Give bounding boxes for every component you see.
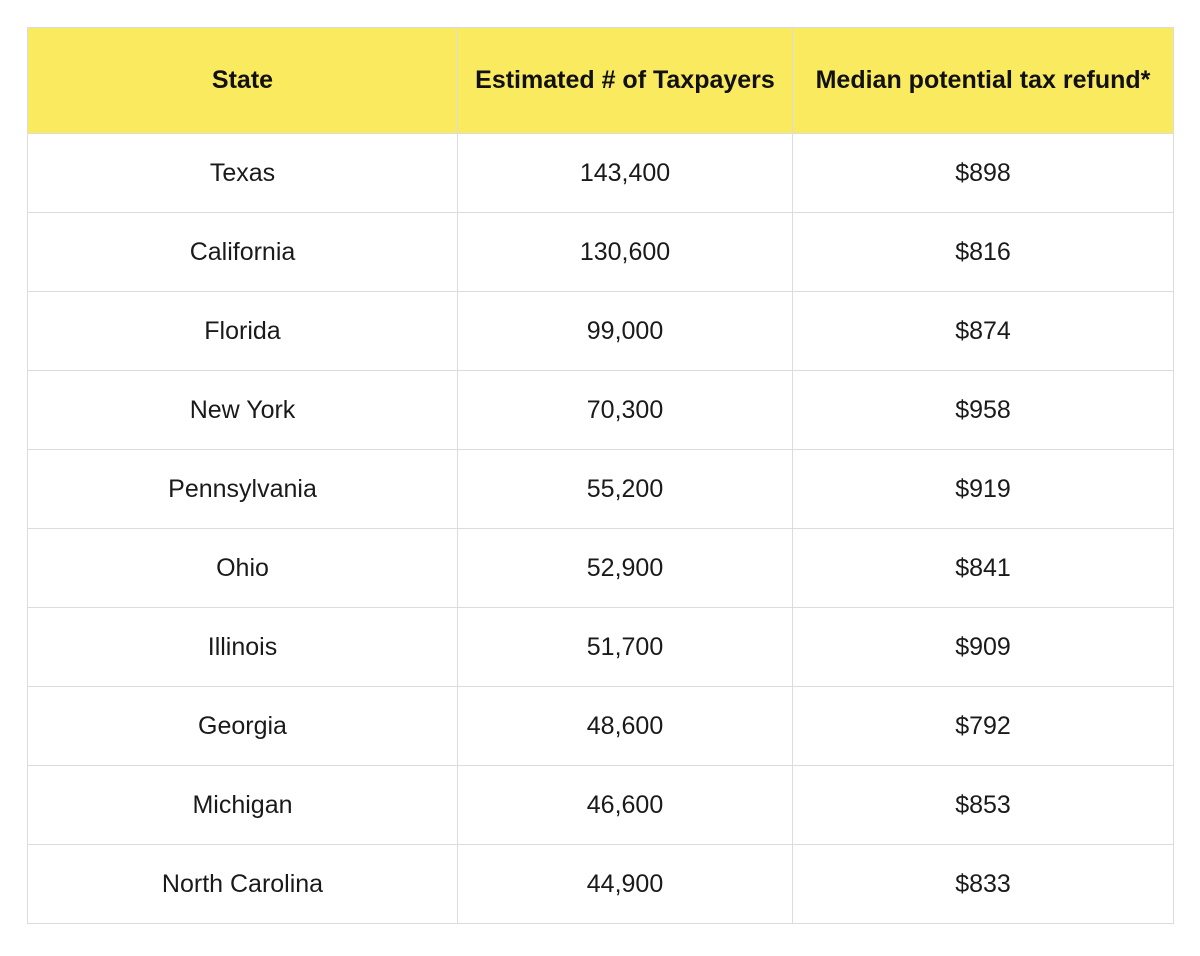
cell-taxpayers: 143,400 <box>458 134 793 213</box>
cell-state: Michigan <box>28 766 458 845</box>
cell-refund: $833 <box>793 845 1174 924</box>
cell-refund: $898 <box>793 134 1174 213</box>
cell-taxpayers: 55,200 <box>458 450 793 529</box>
table-header-row <box>28 28 1174 134</box>
cell-refund: $919 <box>793 450 1174 529</box>
cell-taxpayers: 44,900 <box>458 845 793 924</box>
cell-taxpayers: 99,000 <box>458 292 793 371</box>
cell-refund: $792 <box>793 687 1174 766</box>
table-row <box>28 529 1174 608</box>
cell-state: Georgia <box>28 687 458 766</box>
table-row <box>28 213 1174 292</box>
cell-refund: $958 <box>793 371 1174 450</box>
tax-refund-table <box>27 27 1174 924</box>
cell-taxpayers: 130,600 <box>458 213 793 292</box>
cell-state: Texas <box>28 134 458 213</box>
cell-state: California <box>28 213 458 292</box>
cell-refund: $841 <box>793 529 1174 608</box>
table-row <box>28 371 1174 450</box>
tax-refund-table-container <box>27 27 1173 924</box>
table-row <box>28 292 1174 371</box>
table-row <box>28 450 1174 529</box>
table-row <box>28 608 1174 687</box>
cell-state: New York <box>28 371 458 450</box>
table-header <box>28 28 1174 134</box>
table-row <box>28 134 1174 213</box>
cell-state: North Carolina <box>28 845 458 924</box>
cell-taxpayers: 52,900 <box>458 529 793 608</box>
table-row <box>28 766 1174 845</box>
column-header-state: State <box>28 28 458 134</box>
column-header-refund: Median potential tax refund* <box>793 28 1174 134</box>
cell-taxpayers: 46,600 <box>458 766 793 845</box>
cell-taxpayers: 48,600 <box>458 687 793 766</box>
column-header-taxpayers: Estimated # of Taxpayers <box>458 28 793 134</box>
table-row <box>28 687 1174 766</box>
cell-state: Ohio <box>28 529 458 608</box>
cell-refund: $874 <box>793 292 1174 371</box>
cell-refund: $909 <box>793 608 1174 687</box>
table-body <box>28 134 1174 924</box>
cell-taxpayers: 70,300 <box>458 371 793 450</box>
cell-state: Illinois <box>28 608 458 687</box>
cell-taxpayers: 51,700 <box>458 608 793 687</box>
cell-refund: $816 <box>793 213 1174 292</box>
cell-state: Florida <box>28 292 458 371</box>
cell-state: Pennsylvania <box>28 450 458 529</box>
table-row <box>28 845 1174 924</box>
cell-refund: $853 <box>793 766 1174 845</box>
